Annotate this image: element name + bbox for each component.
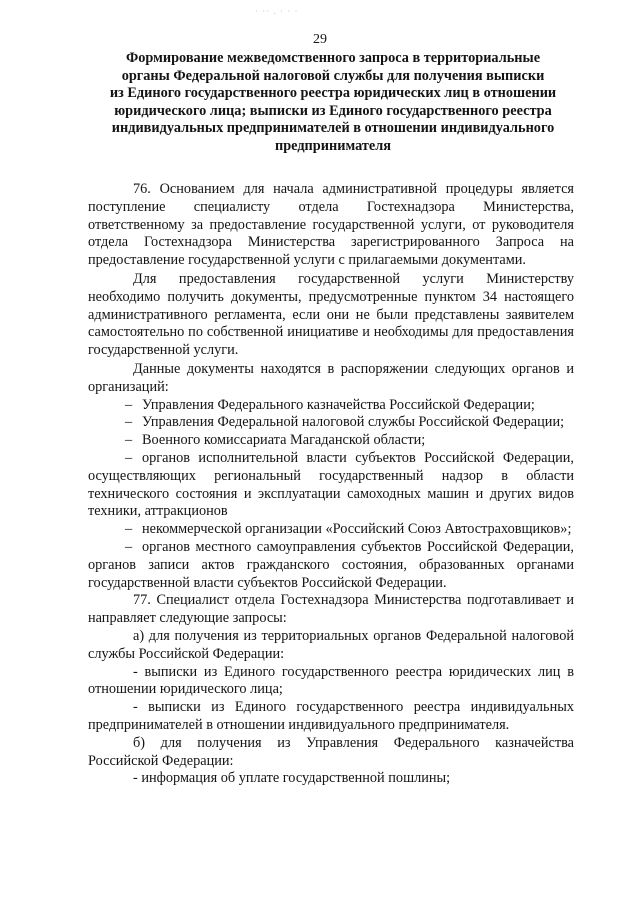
- heading-line: предпринимателя: [274, 137, 392, 154]
- subparagraph-77b-item: - информация об уплате государственной пошлины;: [133, 770, 451, 787]
- dash-marker: –: [125, 538, 133, 555]
- organization-text: органов местного самоуправления субъектов Российской Федерации, органов записи актов гражданского состояния, образованных органами государственной власти субъектов Российской Федерации.: [88, 538, 574, 591]
- subparagraph-77a-item: - выписки из Единого государственного реестра юридических лиц в отношении юридического лица;: [88, 663, 574, 698]
- document-body: [88, 181, 574, 788]
- paragraph-organizations-intro: Данные документы находятся в распоряжении следующих органов и организаций:: [88, 360, 574, 395]
- organization-list-item: [88, 450, 574, 521]
- organization-text: органов исполнительной власти субъектов Российской Федерации, осуществляющих региональный государственный надзор в области технического состояния и эксплуатации самоходных машин и других видов техники, аттракционов: [88, 449, 574, 520]
- heading-line: индивидуальных предпринимателей в отношении индивидуального: [111, 120, 555, 136]
- subparagraph-77a-item: - выписки из Единого государственного реестра индивидуальных предпринимателей в отношении индивидуального предпринимателя.: [88, 699, 574, 733]
- heading-line: из Единого государственного реестра юридических лиц в отношении: [109, 85, 557, 101]
- dash-marker: –: [125, 396, 133, 413]
- organization-text: некоммерческой организации «Российский Союз Автостраховщиков»;: [142, 521, 572, 538]
- heading-line: органы Федеральной налоговой службы для получения выписки: [121, 67, 545, 84]
- dash-marker: –: [125, 521, 133, 538]
- paragraph-77: 77. Специалист отдела Гостехнадзора Министерства подготавливает и направляет следующие запросы:: [88, 592, 574, 627]
- heading-line: юридического лица; выписки из Единого государственного реестра: [114, 102, 552, 119]
- paragraph-76: 76. Основанием для начала административной процедуры является поступление специалисту отдела Гостехнадзора Министерства, ответственному за предоставление государственной услуги, от руководителя отдела Гостехнадзора Министерства зарегистрированного Запроса на предоставление государственной услуги с прилагаемыми документами.: [88, 181, 574, 269]
- dash-marker: –: [125, 432, 133, 449]
- heading-line: Формирование межведомственного запроса в территориальные: [125, 50, 541, 66]
- scan-artifact: · ·· . · · ·: [255, 6, 299, 16]
- subparagraph-77a: а) для получения из территориальных органов Федеральной налоговой службы Российской Федерации:: [88, 627, 574, 662]
- organization-text: Управления Федерального казначейства Российской Федерации;: [142, 396, 535, 413]
- organization-list-item: [88, 397, 574, 415]
- page-number: 29: [313, 32, 327, 47]
- subparagraph-77b: б) для получения из Управления Федерального казначейства Российской Федерации:: [88, 734, 574, 769]
- organization-list-item: [88, 414, 574, 432]
- paragraph-documents-needed: Для предоставления государственной услуги Министерству необходимо получить документы, предусмотренные пунктом 34 настоящего административного регламента, если они не были представлены заявителем самостоятельно по собственной инициативе и необходимы для предоставления государственной услуги.: [88, 270, 574, 359]
- section-heading: [88, 50, 578, 155]
- organization-text: Управления Федеральной налоговой службы Российской Федерации;: [142, 414, 565, 431]
- organization-list-item: [88, 539, 574, 592]
- dash-marker: –: [125, 414, 133, 431]
- organization-list-item: [88, 521, 574, 539]
- dash-marker: –: [125, 449, 133, 466]
- organization-list-item: [88, 432, 574, 450]
- organization-text: Военного комиссариата Магаданской области;: [142, 432, 426, 449]
